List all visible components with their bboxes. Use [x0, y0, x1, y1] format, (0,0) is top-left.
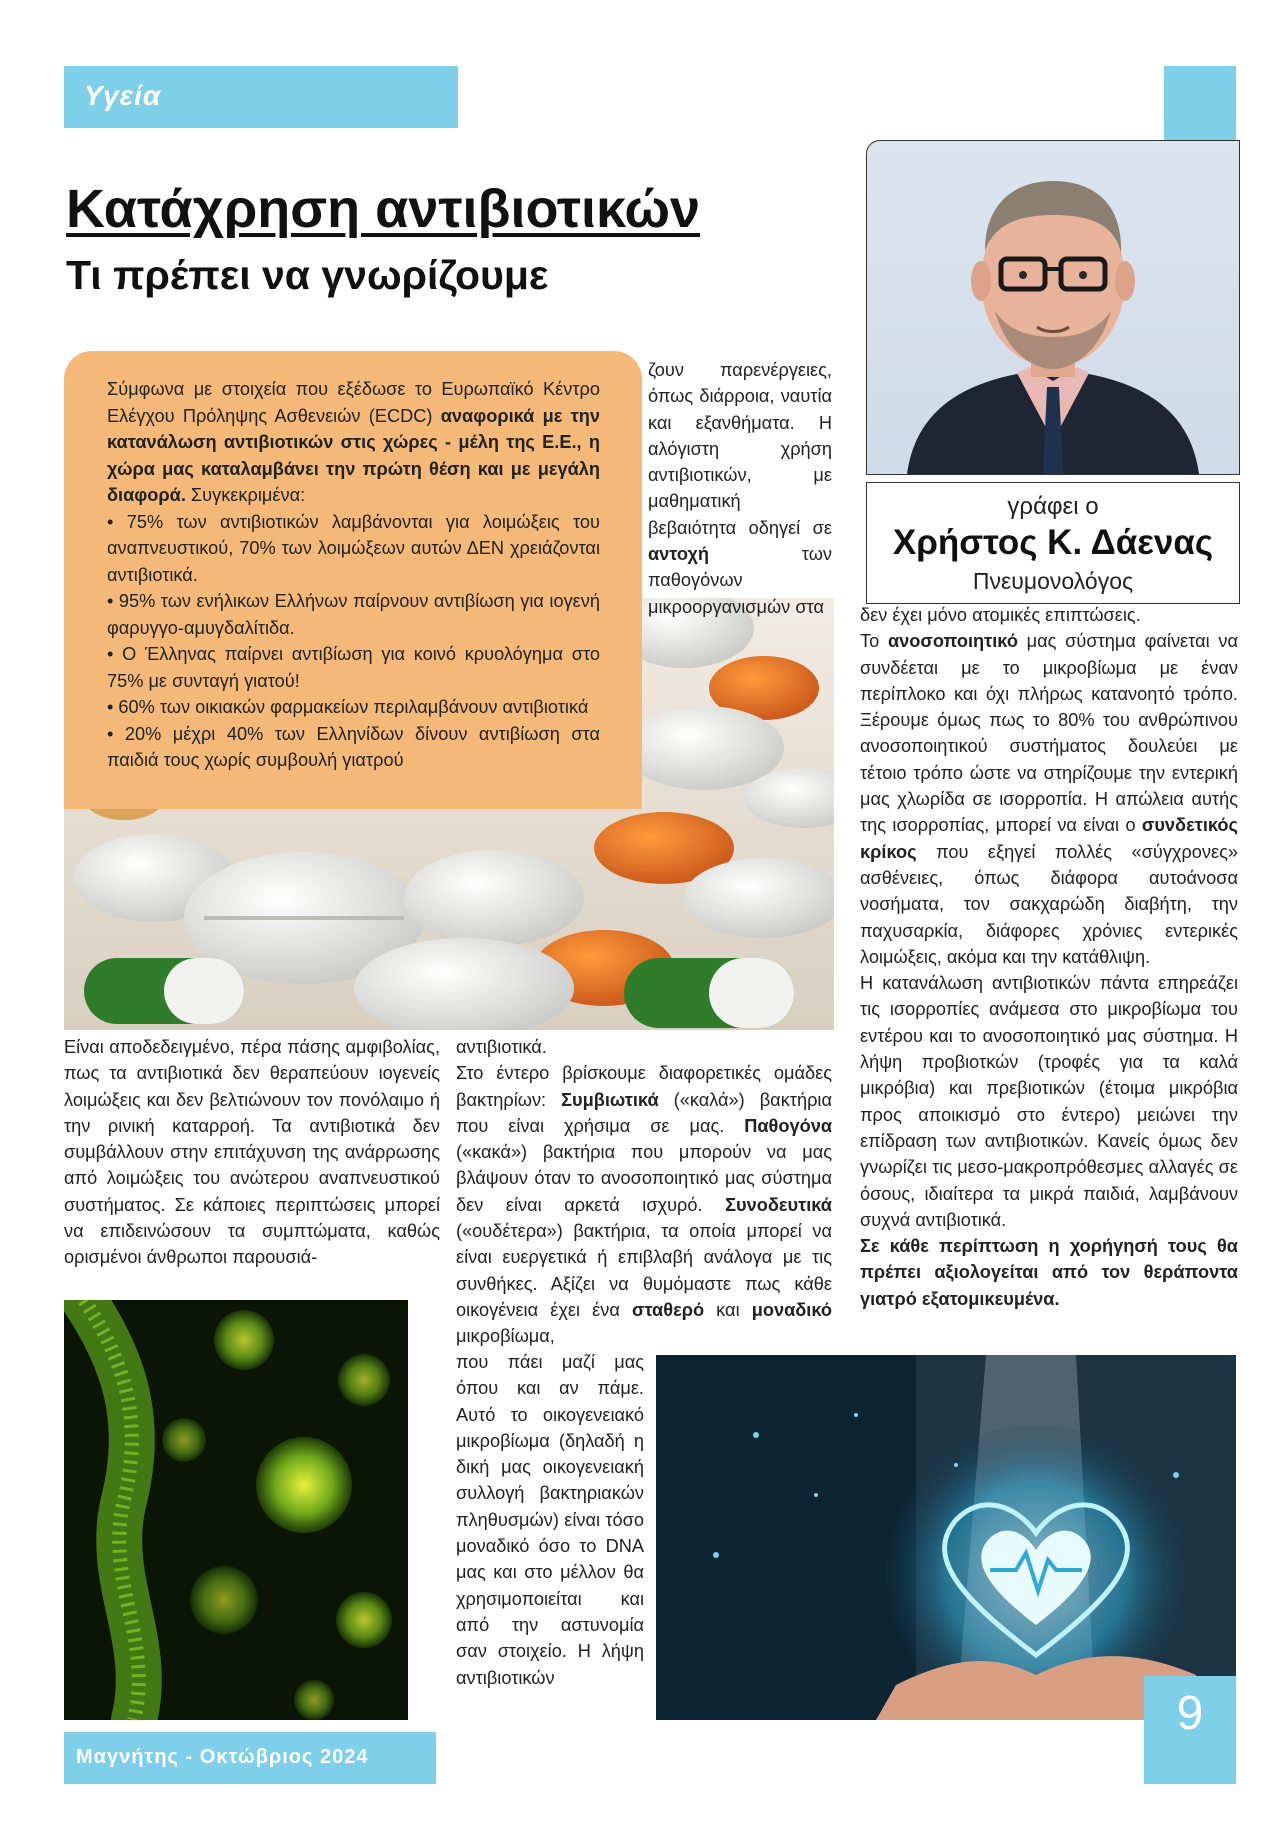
callout-intro-bold: αναφορικά με την κατανάλωση αντιβιοτικών στις χώρες - μέλη της Ε.Ε., η χώρα μας καταλαμβάνει την πρώτη θέση και με μεγάλη διαφορά.	[107, 405, 600, 505]
callout-bullet: • 75% των αντιβιοτικών λαμβάνονται για λοιμώξεις του αναπνευστικού, 70% των λοιμώξεων αυτών ΔΕΝ χρειάζονται αντιβιοτικά.	[107, 511, 600, 585]
page-number-box	[1144, 1676, 1236, 1784]
issue-label: Μαγνήτης - Οκτώβριος 2024	[76, 1746, 369, 1768]
bacteria-illustration	[64, 1300, 408, 1720]
mid-b4-bold2: μοναδικό	[751, 1299, 832, 1320]
callout-bullet: • Ο Έλληνας παίρνει αντιβίωση για κοινό κρυολόγημα στο 75% με συνταγή γιατού!	[107, 644, 600, 691]
doctor-heart-photo	[656, 1355, 1236, 1720]
left-column	[64, 1034, 440, 1271]
author-portrait	[866, 140, 1240, 475]
page-number: 9	[1176, 1687, 1204, 1740]
right-r1c: που εξηγεί πολλές «σύγχρονες» ασθένειες, όπως διάφορα αυτοάνοσα νοσήματα, τον σακχαρώδη διαβήτη, την παχυσαρκία, διάφορες χρόνιες εντερικές λοιμώξεις, ακόμα και την κατάθλιψη.	[860, 841, 1238, 967]
mid-b4: («ουδέτερα») βακτήρια, τα οποία μπορεί να είναι ευεργετικά ή επιβλαβή ανάλογα με τις συνθήκες. Αξίζει να θυμόμαστε πως κάθε οικογένεια έχει ένα	[456, 1221, 832, 1320]
callout-intro-end: Συγκεκριμένα:	[185, 485, 306, 505]
author-name: Χρήστος Κ. Δάενας	[892, 523, 1214, 562]
callout-bullet: • 20% μέχρι 40% των Ελληνίδων δίνουν αντιβίωση στα παιδιά τους χωρίς συμβουλή γιατρού	[107, 723, 600, 770]
mid-b3: («κακά») βακτήρια που μπορούν να μας βλάψουν όταν το ανοσοποιητικό μας σύστημα δεν είναι αρκετά ισχυρό.	[456, 1142, 832, 1215]
stats-callout-text	[107, 376, 600, 774]
middle-column	[456, 1034, 832, 1350]
callout-bullet: • 95% των ενήλικων Ελλήνων παίρνουν αντιβίωση για ιογενή φαρυγγο-αμυγδαλίτιδα.	[107, 591, 600, 638]
left-column-text: Είναι αποδεδειγμένο, πέρα πάσης αμφιβολίας, πως τα αντιβιοτικά δεν θεραπεύουν ιογενείς λοιμώξεις και δεν βελτιώνουν τον πονόλαιμο ή την ρινική καταρροή. Τα αντιβιοτικά δεν συμβάλλουν στην επιτάχυνση της ανάρρωσης από λοιμώξεις του ανώτερου αναπνευστικού συστήματος. Σε κάποιες περιπτώσεις μπορεί να επιδεινώσουν τα συμπτώματα, καθώς ορισμένοι άνθρωποι παρουσιά-	[64, 1037, 440, 1268]
mid-b2-bold: Παθογόνα	[744, 1115, 832, 1136]
right-r0: δεν έχει μόνο ατομικές επιπτώσεις.	[860, 605, 1141, 625]
mid-narrow-text: που πάει μαζί μας όπου και αν πάμε. Αυτό το οικογενειακό μικροβίωμα (δηλαδή η δική μας οικογενειακή συλλογή βακτηριακών πληθυσμών) είναι τόσο μοναδικό όσο το DNA μας και στο μέλλον θα χρησιμοποιείται και από την αστυνομία σαν στοιχείο. Η λήψη αντιβιοτικών	[456, 1352, 644, 1688]
callout-bullet: • 60% των οικιακών φαρμακείων περιλαμβάνουν αντιβιοτικά	[107, 697, 589, 717]
section-tag	[64, 66, 458, 128]
section-label: Υγεία	[84, 80, 162, 111]
right-r1b: μας σύστημα φαίνεται να συνδέεται με το μικροβίωμα με έναν περίπλοκο και όχι πλήρως κατανοητό τρόπο. Ξέρουμε όμως πως το 80% του ανθρώπινου ανοσοποιητικού συστήματος δουλεύει με τέτοιο τρόπο ώστε να στηρίζουμε την εντερική μας χλωρίδα σε ισορροπία. Η απώλεια αυτής της ισορροπίας, μπορεί να είναι ο	[860, 631, 1238, 836]
right-r1	[860, 628, 1238, 970]
mid-top-end: των παθογόνων μικροοργανισμών στα	[648, 544, 832, 617]
right-r2: Η κατανάλωση αντιβιοτικών πάντα επηρεάζει τις ισορροπίες ανάμεσα στο μικροβίωμα του εντέρου και το ανοσοποιητικό μας σύστημα. Η λήψη προβιοτκών (τροφές για τα καλά μικρόβια) και πρεβιοτικών (έτοιμα μικρόβια προς αποικισμό στο έντερο) μειώνει την επίδραση των αντιβιοτικών. Κανείς όμως δεν γνωρίζει τις μεσο-μακροπρόθεσμες αλλαγές σε όσους, ιδιαίτερα τα μικρά παιδιά, λαμβάνουν συχνά αντιβιοτικά.	[860, 973, 1238, 1230]
callout-intro-text: Σύμφωνα με στοιχεία που εξέδωσε το Ευρωπαϊκό Κέντρο Ελέγχου Πρόληψης Ασθενειών (ECDC)	[107, 379, 600, 426]
right-r1a: Το	[860, 631, 888, 652]
article-subtitle: Τι πρέπει να γνωρίζουμε	[66, 252, 549, 298]
author-photo	[867, 141, 1239, 474]
mid-top-bold: αντοχή	[648, 544, 709, 565]
mid-b1: Στο έντερο βρίσκουμε διαφορετικές ομάδες βακτηρίων:	[456, 1063, 832, 1110]
mid-b5: και	[704, 1299, 752, 1320]
mid-b1-bold: Συμβιωτικά	[561, 1089, 659, 1110]
mid-a: αντιβιοτικά.	[456, 1037, 547, 1057]
mid-top-column	[648, 357, 832, 620]
issue-footer	[64, 1732, 436, 1784]
mid-b3-bold: Συνοδευτικά	[725, 1194, 832, 1215]
author-role: Πνευμονολόγος	[972, 568, 1134, 594]
right-r3	[860, 1233, 1238, 1312]
bacteria-photo	[64, 1300, 408, 1720]
mid-b2: («καλά») βακτήρια που είναι χρήσιμα σε μας.	[456, 1089, 832, 1136]
mid-b	[456, 1060, 832, 1349]
mid-top-text	[648, 357, 832, 620]
article-title: Κατάχρηση αντιβιοτικών	[66, 179, 700, 239]
right-r1-bold2: συνδετικός κρίκος	[860, 815, 1238, 862]
mid-b4-bold1: σταθερό	[632, 1299, 705, 1320]
right-r1-bold: ανοσοποιητικό	[887, 631, 1018, 652]
right-column	[860, 602, 1238, 1312]
author-byline: γράφει ο	[1007, 493, 1099, 520]
callout-intro	[107, 376, 600, 509]
doctor-heart-illustration	[656, 1355, 1236, 1720]
author-box	[866, 482, 1240, 604]
right-r3-bold: Σε κάθε περίπτωση η χορήγησή τους θα πρέπει αξιολογείται από τον θεράποντα γιατρό εξατομικευμένα.	[860, 1236, 1238, 1309]
middle-column-narrow	[456, 1349, 644, 1691]
mid-b6: μικροβίωμα,	[456, 1326, 555, 1347]
mid-top-a: ζουν παρενέργειες, όπως διάρροια, ναυτία και εξανθήματα. Η αλόγιστη χρήση αντιβιοτικών, με μαθηματική βεβαιότητα οδηγεί σε	[648, 360, 832, 538]
